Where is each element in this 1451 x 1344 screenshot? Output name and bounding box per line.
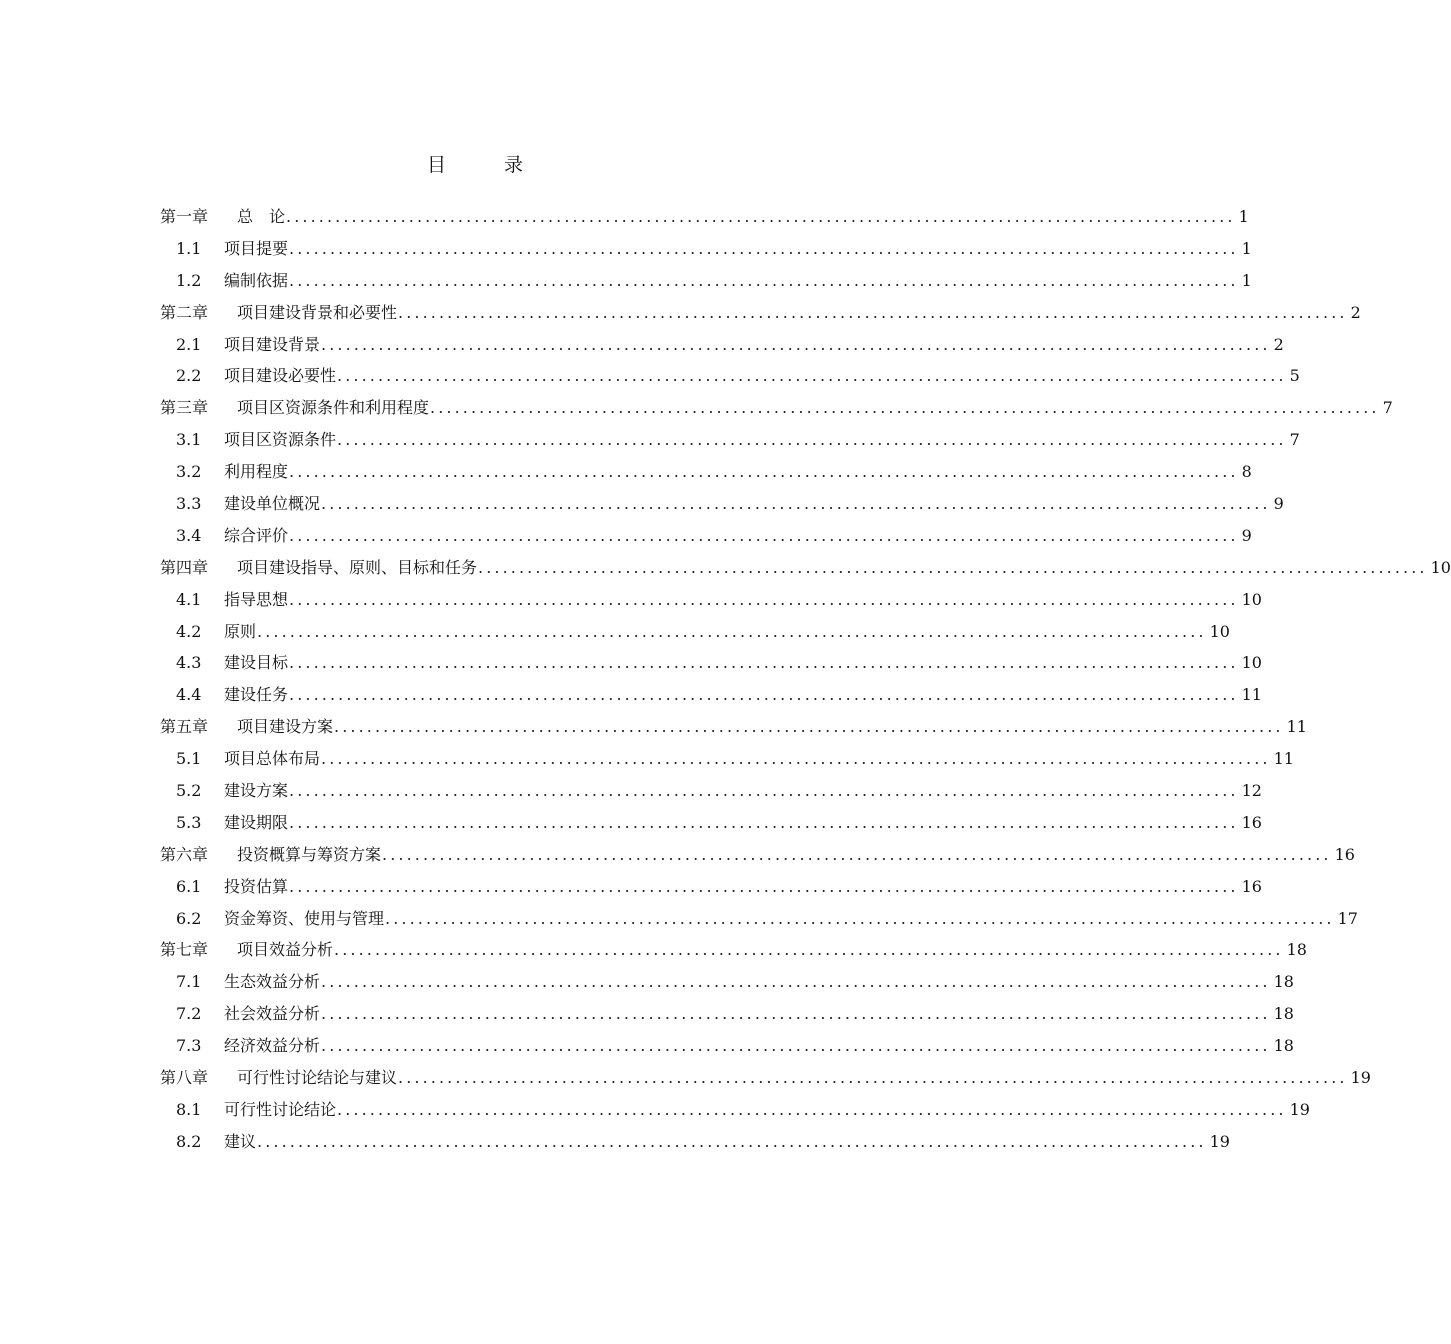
toc-section-entry[interactable] bbox=[160, 679, 1262, 711]
toc-section-entry[interactable] bbox=[160, 233, 1252, 265]
toc-dot-leader: .................................................................................................................... bbox=[289, 238, 1239, 258]
toc-dot-leader: .................................................................................................................... bbox=[321, 1036, 1271, 1056]
toc-page-number: 2 bbox=[1273, 334, 1284, 354]
toc-page-number: 19 bbox=[1289, 1099, 1310, 1119]
toc-page-number: 16 bbox=[1241, 876, 1262, 896]
toc-page-number: 11 bbox=[1241, 685, 1262, 705]
toc-section-entry[interactable] bbox=[160, 1030, 1294, 1062]
toc-entry-number: 2.2 bbox=[176, 366, 202, 386]
toc-entry-number: 第四章 bbox=[160, 557, 209, 577]
toc-dot-leader: .................................................................................................................... bbox=[289, 685, 1239, 705]
toc-entry-number: 5.3 bbox=[176, 812, 202, 832]
toc-page-number: 9 bbox=[1273, 494, 1284, 514]
toc-chapter-entry[interactable] bbox=[160, 711, 1307, 743]
toc-entry-number: 4.3 bbox=[176, 653, 202, 673]
toc-page-number: 7 bbox=[1289, 430, 1300, 450]
toc-entry-number: 第三章 bbox=[160, 398, 209, 418]
toc-section-entry[interactable] bbox=[160, 966, 1294, 998]
toc-page-number: 1 bbox=[1238, 207, 1249, 226]
toc-section-entry[interactable] bbox=[160, 647, 1262, 679]
toc-entry-number: 第五章 bbox=[160, 717, 209, 737]
toc-dot-leader: .................................................................................................................... bbox=[385, 908, 1335, 928]
toc-entry-title: 原则 bbox=[224, 621, 257, 641]
toc-page-number: 5 bbox=[1289, 366, 1300, 386]
toc-entry-number: 7.3 bbox=[176, 1036, 202, 1056]
toc-dot-leader: .................................................................................................................... bbox=[289, 525, 1239, 545]
toc-page-number: 1 bbox=[1241, 270, 1252, 290]
toc-dot-leader: .................................................................................................................... bbox=[321, 972, 1271, 992]
toc-dot-leader: .................................................................................................................... bbox=[289, 270, 1239, 290]
toc-entry-title: 项目建设方案 bbox=[237, 717, 334, 737]
toc-page-number: 11 bbox=[1273, 749, 1294, 769]
toc-dot-leader: .................................................................................................................... bbox=[321, 494, 1271, 514]
toc-dot-leader: .................................................................................................................... bbox=[337, 430, 1287, 450]
toc-section-entry[interactable] bbox=[160, 871, 1262, 903]
toc-page-number: 8 bbox=[1241, 462, 1252, 482]
toc-entry-title: 建议 bbox=[224, 1131, 257, 1151]
toc-entry-title: 项目区资源条件 bbox=[224, 430, 337, 450]
toc-entry-number: 4.4 bbox=[176, 685, 202, 705]
toc-entry-title: 指导思想 bbox=[224, 589, 289, 609]
toc-section-entry[interactable] bbox=[160, 616, 1230, 648]
toc-page-number: 18 bbox=[1273, 972, 1294, 992]
toc-entry-title: 可行性讨论结论 bbox=[224, 1099, 337, 1119]
toc-page-number: 11 bbox=[1286, 717, 1307, 737]
toc-section-entry[interactable] bbox=[160, 807, 1262, 839]
toc-chapter-entry[interactable] bbox=[160, 839, 1355, 871]
toc-title-part2: 录 bbox=[504, 154, 524, 176]
toc-entry-title: 可行性讨论结论与建议 bbox=[237, 1068, 398, 1088]
toc-page-number: 16 bbox=[1334, 844, 1355, 864]
toc-entry-number: 第六章 bbox=[160, 844, 209, 864]
toc-page-number: 16 bbox=[1241, 812, 1262, 832]
toc-section-entry[interactable] bbox=[160, 329, 1284, 361]
toc-entry-number: 3.3 bbox=[176, 494, 202, 514]
toc-page-number: 9 bbox=[1241, 525, 1252, 545]
toc-dot-leader: .................................................................................................................... bbox=[382, 844, 1332, 864]
toc-entry-title: 项目提要 bbox=[224, 238, 289, 258]
toc-dot-leader: .................................................................................................................... bbox=[286, 207, 1236, 226]
toc-entry-number: 第七章 bbox=[160, 940, 209, 960]
toc-chapter-entry[interactable] bbox=[160, 201, 1249, 233]
toc-section-entry[interactable] bbox=[160, 903, 1358, 935]
toc-page-number: 12 bbox=[1241, 781, 1262, 801]
toc-entry-title: 利用程度 bbox=[224, 462, 289, 482]
toc-page-number: 1 bbox=[1241, 238, 1252, 258]
toc-dot-leader: .................................................................................................................... bbox=[321, 1004, 1271, 1024]
toc-entry-title: 项目区资源条件和利用程度 bbox=[237, 398, 430, 418]
toc-entry-number: 3.2 bbox=[176, 462, 202, 482]
toc-entry-number: 5.2 bbox=[176, 781, 202, 801]
toc-entry-title: 投资概算与筹资方案 bbox=[237, 844, 382, 864]
toc-dot-leader: .................................................................................................................... bbox=[398, 302, 1348, 322]
toc-entry-number: 5.1 bbox=[176, 749, 202, 769]
toc-entry-number: 1.1 bbox=[176, 238, 202, 258]
toc-chapter-entry[interactable] bbox=[160, 1062, 1371, 1094]
toc-page-number: 18 bbox=[1273, 1004, 1294, 1024]
toc-entry-title: 项目建设背景和必要性 bbox=[237, 302, 398, 322]
toc-section-entry[interactable] bbox=[160, 1126, 1230, 1158]
toc-dot-leader: .................................................................................................................... bbox=[289, 781, 1239, 801]
toc-dot-leader: .................................................................................................................... bbox=[289, 876, 1239, 896]
toc-section-entry[interactable] bbox=[160, 265, 1252, 297]
toc-entry-number: 6.2 bbox=[176, 908, 202, 928]
toc-entry-title: 资金筹资、使用与管理 bbox=[224, 908, 385, 928]
toc-entry-title: 建设单位概况 bbox=[224, 494, 321, 514]
toc-title-part1: 目 bbox=[426, 154, 446, 176]
toc-entry-title: 投资估算 bbox=[224, 876, 289, 896]
toc-entry-number: 4.2 bbox=[176, 621, 202, 641]
toc-section-entry[interactable] bbox=[160, 456, 1252, 488]
toc-entry-title: 项目建设指导、原则、目标和任务 bbox=[237, 557, 478, 577]
toc-page-number: 19 bbox=[1209, 1131, 1230, 1151]
toc-section-entry[interactable] bbox=[160, 998, 1294, 1030]
toc-section-entry[interactable] bbox=[160, 488, 1284, 520]
toc-dot-leader: .................................................................................................................... bbox=[334, 717, 1284, 737]
toc-section-entry[interactable] bbox=[160, 775, 1262, 807]
toc-page-number: 17 bbox=[1337, 908, 1358, 928]
toc-page-number: 18 bbox=[1273, 1036, 1294, 1056]
toc-entry-title: 项目建设背景 bbox=[224, 334, 321, 354]
toc-entry-title: 社会效益分析 bbox=[224, 1004, 321, 1024]
toc-dot-leader: .................................................................................................................... bbox=[289, 653, 1239, 673]
toc-page-number: 19 bbox=[1350, 1068, 1371, 1088]
toc-chapter-entry[interactable] bbox=[160, 552, 1451, 584]
toc-entry-title: 建设方案 bbox=[224, 781, 289, 801]
toc-dot-leader: .................................................................................................................... bbox=[321, 334, 1271, 354]
toc-entry-title: 生态效益分析 bbox=[224, 972, 321, 992]
toc-dot-leader: .................................................................................................................... bbox=[289, 812, 1239, 832]
toc-dot-leader: .................................................................................................................... bbox=[321, 749, 1271, 769]
toc-page-number: 10 bbox=[1241, 589, 1262, 609]
toc-entry-title: 建设任务 bbox=[224, 685, 289, 705]
toc-entry-number: 8.2 bbox=[176, 1131, 202, 1151]
toc-entry-title: 经济效益分析 bbox=[224, 1036, 321, 1056]
toc-entry-number: 7.2 bbox=[176, 1004, 202, 1024]
toc-entry-number: 6.1 bbox=[176, 876, 202, 896]
toc-entry-number: 第一章 bbox=[160, 207, 209, 226]
toc-entry-number: 2.1 bbox=[176, 334, 202, 354]
toc-entry-number: 第二章 bbox=[160, 302, 209, 322]
toc-title bbox=[0, 150, 950, 180]
toc-entry-title: 建设目标 bbox=[224, 653, 289, 673]
toc-dot-leader: .................................................................................................................... bbox=[257, 1131, 1207, 1151]
toc-section-entry[interactable] bbox=[160, 520, 1252, 552]
toc-page-number: 2 bbox=[1350, 302, 1361, 322]
toc-entry-number: 7.1 bbox=[176, 972, 202, 992]
table-of-contents bbox=[160, 201, 1451, 1158]
toc-section-entry[interactable] bbox=[160, 1094, 1310, 1126]
toc-section-entry[interactable] bbox=[160, 584, 1262, 616]
toc-page-number: 18 bbox=[1286, 940, 1307, 960]
toc-page-number: 10 bbox=[1430, 557, 1451, 577]
toc-entry-title: 综合评价 bbox=[224, 525, 289, 545]
toc-page-number: 10 bbox=[1209, 621, 1230, 641]
toc-dot-leader: .................................................................................................................... bbox=[337, 1099, 1287, 1119]
toc-entry-title: 项目建设必要性 bbox=[224, 366, 337, 386]
toc-entry-number: 8.1 bbox=[176, 1099, 202, 1119]
toc-dot-leader: .................................................................................................................... bbox=[334, 940, 1284, 960]
toc-section-entry[interactable] bbox=[160, 743, 1294, 775]
toc-entry-number: 3.1 bbox=[176, 430, 202, 450]
toc-dot-leader: .................................................................................................................... bbox=[478, 557, 1428, 577]
toc-entry-title: 项目总体布局 bbox=[224, 749, 321, 769]
toc-chapter-entry[interactable] bbox=[160, 297, 1361, 329]
toc-entry-title: 编制依据 bbox=[224, 270, 289, 290]
toc-dot-leader: .................................................................................................................... bbox=[430, 398, 1380, 418]
toc-chapter-entry[interactable] bbox=[160, 392, 1393, 424]
toc-page-number: 7 bbox=[1382, 398, 1393, 418]
toc-chapter-entry[interactable] bbox=[160, 934, 1307, 966]
toc-dot-leader: .................................................................................................................... bbox=[337, 366, 1287, 386]
toc-section-entry[interactable] bbox=[160, 360, 1300, 392]
toc-section-entry[interactable] bbox=[160, 424, 1300, 456]
toc-entry-title: 建设期限 bbox=[224, 812, 289, 832]
toc-page-number: 10 bbox=[1241, 653, 1262, 673]
toc-entry-number: 4.1 bbox=[176, 589, 202, 609]
toc-entry-number: 第八章 bbox=[160, 1068, 209, 1088]
toc-entry-number: 3.4 bbox=[176, 525, 202, 545]
toc-dot-leader: .................................................................................................................... bbox=[257, 621, 1207, 641]
toc-dot-leader: .................................................................................................................... bbox=[289, 462, 1239, 482]
toc-dot-leader: .................................................................................................................... bbox=[289, 589, 1239, 609]
toc-dot-leader: .................................................................................................................... bbox=[398, 1068, 1348, 1088]
toc-entry-title: 项目效益分析 bbox=[237, 940, 334, 960]
toc-entry-number: 1.2 bbox=[176, 270, 202, 290]
toc-entry-title: 总 论 bbox=[237, 207, 286, 226]
